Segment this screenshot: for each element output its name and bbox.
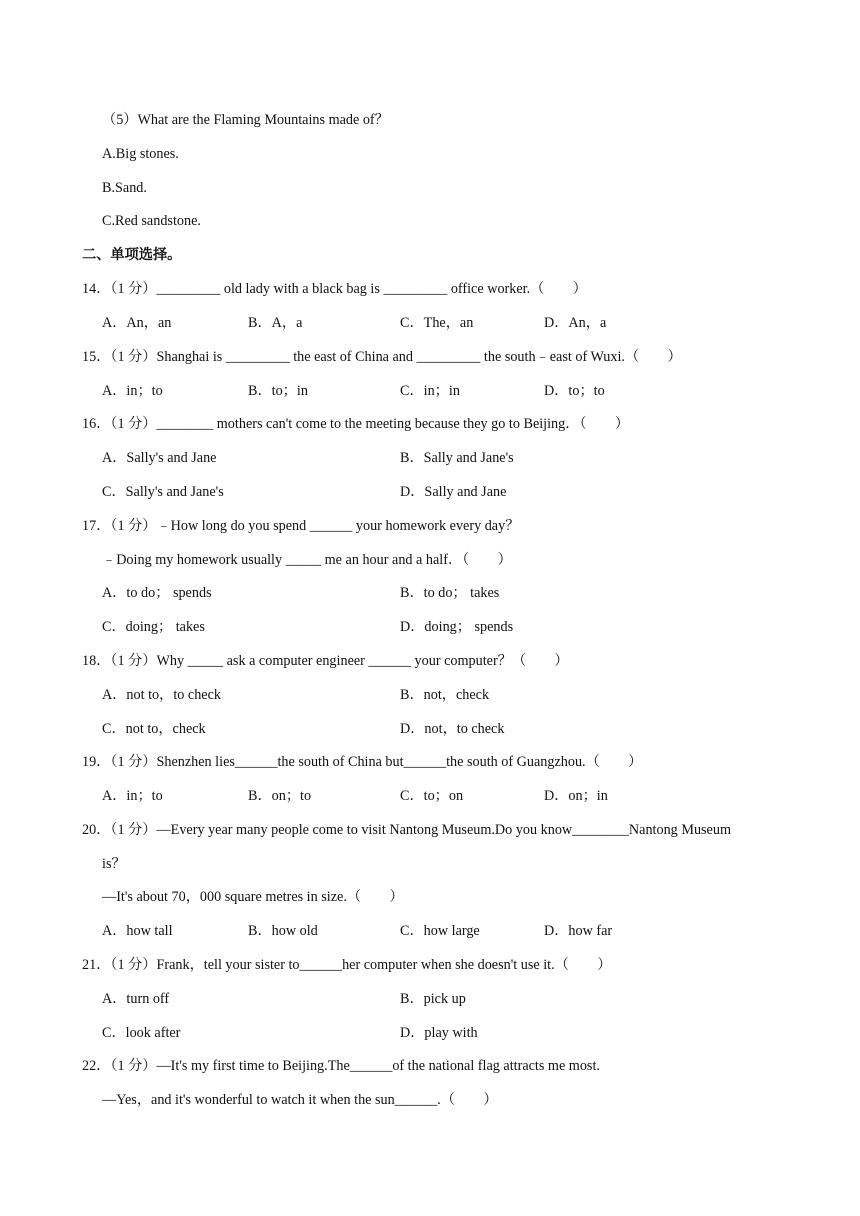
q15-option-a: A．in；to: [102, 383, 163, 399]
q19-option-b: B．on；to: [248, 788, 312, 804]
q16-option-a: A．Sally's and Jane: [102, 450, 217, 466]
q14-option-c: C．The，an: [400, 315, 474, 331]
q20-option-a: A．how tall: [102, 923, 173, 939]
q18-option-d: D．not，to check: [400, 721, 505, 737]
q18-option-b: B．not，check: [400, 687, 490, 703]
q21-option-d: D．play with: [400, 1025, 478, 1041]
q17-option-a: A．to do； spends: [102, 585, 212, 601]
q20-stem: 20．（1 分）—Every year many people come to visit Nantong Museum.Do you know________Nantong Museum: [82, 822, 731, 838]
q15-option-b: B．to；in: [248, 383, 308, 399]
q18-option-a: A．not to，to check: [102, 687, 221, 703]
q18-option-c: C．not to，check: [102, 721, 206, 737]
q17-stem-line2: ﹣Doing my homework usually _____ me an hour and a half．（ ）: [102, 552, 512, 568]
q15-option-d: D．to；to: [544, 383, 605, 399]
q13-sub5-option-b: B.Sand.: [102, 180, 147, 196]
section-title: 二、单项选择。: [82, 247, 182, 263]
q21-option-c: C．look after: [102, 1025, 181, 1041]
q15-stem: 15．（1 分）Shanghai is _________ the east of China and _________ the south﹣east of Wuxi.（ ）: [82, 349, 682, 365]
q14-option-a: A．An，an: [102, 315, 172, 331]
q13-sub5-question: （5）What are the Flaming Mountains made of？: [102, 112, 389, 128]
q18-stem: 18．（1 分）Why _____ ask a computer engineer ______ your computer？（ ）: [82, 653, 569, 669]
q19-option-c: C．to；on: [400, 788, 464, 804]
q13-sub5-option-c: C.Red sandstone.: [102, 213, 201, 229]
q14-option-d: D．An，a: [544, 315, 607, 331]
q22-stem-line2: —Yes，and it's wonderful to watch it when the sun______.（ ）: [102, 1092, 498, 1108]
q20-option-b: B．how old: [248, 923, 318, 939]
q16-option-c: C．Sally's and Jane's: [102, 484, 224, 500]
q17-stem: 17．（1 分）﹣How long do you spend ______ your homework every day？: [82, 518, 520, 534]
q16-option-d: D．Sally and Jane: [400, 484, 507, 500]
q20-stem-line2: —It's about 70，000 square metres in size.（ ）: [102, 889, 404, 905]
q21-stem: 21．（1 分）Frank，tell your sister to______her computer when she doesn't use it.（ ）: [82, 957, 612, 973]
q20-stem-continuation: is？: [102, 856, 126, 872]
q17-option-d: D．doing； spends: [400, 619, 514, 635]
q21-option-a: A．turn off: [102, 991, 170, 1007]
q16-option-b: B．Sally and Jane's: [400, 450, 514, 466]
q14-stem: 14．（1 分）_________ old lady with a black bag is _________ office worker.（ ）: [82, 281, 587, 297]
q20-option-c: C．how large: [400, 923, 480, 939]
q19-option-a: A．in；to: [102, 788, 163, 804]
q19-option-d: D．on；in: [544, 788, 608, 804]
q22-stem: 22．（1 分）—It's my first time to Beijing.The______of the national flag attracts me most.: [82, 1058, 600, 1074]
q21-option-b: B．pick up: [400, 991, 466, 1007]
q17-option-b: B．to do； takes: [400, 585, 500, 601]
q13-sub5-option-a: A.Big stones.: [102, 146, 179, 162]
q19-stem: 19．（1 分）Shenzhen lies______the south of China but______the south of Guangzhou.（ ）: [82, 754, 643, 770]
q14-option-b: B．A，a: [248, 315, 303, 331]
q15-option-c: C．in；in: [400, 383, 460, 399]
q16-stem: 16．（1 分）________ mothers can't come to the meeting because they go to Beijing．（ ）: [82, 416, 630, 432]
q17-option-c: C．doing； takes: [102, 619, 205, 635]
q20-option-d: D．how far: [544, 923, 613, 939]
